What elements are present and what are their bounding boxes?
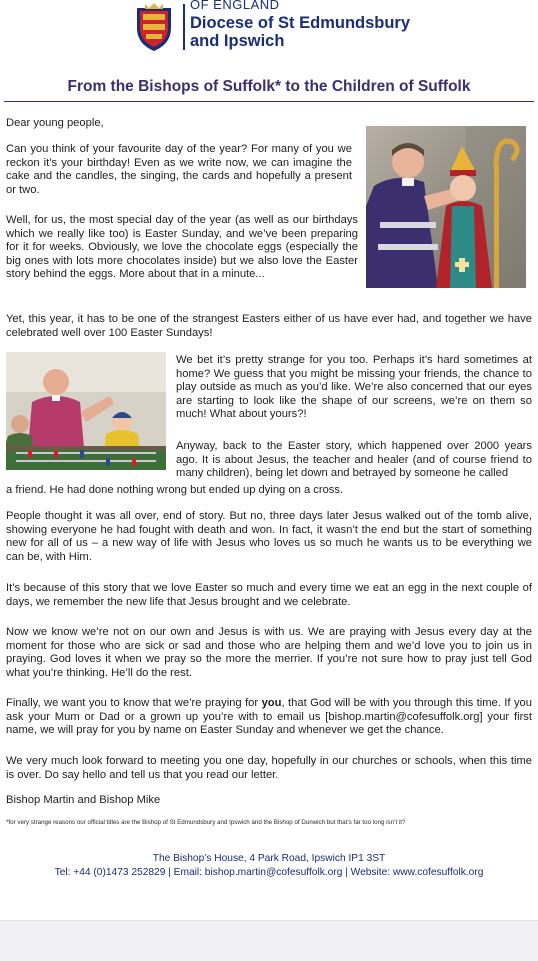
bishop-with-children-at-football-table-photo bbox=[6, 352, 166, 470]
footer-contact: Tel: +44 (0)1473 252829 | Email: bishop.martin@cofesuffolk.org | Website: www.cofesuffolk.org bbox=[54, 867, 484, 878]
logo-divider bbox=[183, 4, 185, 50]
letter-paragraph-5-wrapped: Anyway, back to the Easter story, which happened over 2000 years ago. It is about Jesus, the teacher and healer (and of course friend to many children), being let down and betrayed by someone he called bbox=[176, 440, 532, 480]
headline-rule bbox=[4, 101, 534, 102]
letter-signature: Bishop Martin and Bishop Mike bbox=[6, 794, 161, 806]
letter-paragraph-2: Well, for us, the most special day of the year (as well as our birthdays which we really like too) is Easter Sunday, and we’ve been preparing for it for weeks. Obviously, we love the chocolate eggs (especially the big ones with lots more chocolates inside) but we also love the Easter story behind the eggs. More about that in a minute... bbox=[6, 214, 358, 281]
letter-paragraph-7: It’s because of this story that we love Easter so much and every time we eat an egg in the next couple of days, we remember the new life that Jesus brought and we celebrate. bbox=[6, 582, 532, 608]
letter-paragraph-8: Now we know we’re not on our own and Jesus is with us. We are praying with Jesus every day at the moment for those who are sick or sad and those who are helping them and we’d love you to join us in praying. God loves it when we pray so the more the merrier. If you’re not sure how to pray just tell God what you’re thinking. He’ll do the rest. bbox=[6, 626, 532, 679]
letter-paragraph-4: We bet it’s pretty strange for you too. Perhaps it’s hard sometimes at home? We guess that you might be missing your friends, the chance to play outside as much as you’d like. We’re also concerned that our eyes are starting to look like the shape of our screens, we’re on them so much! What about yours?! bbox=[176, 354, 532, 421]
letter-headline: From the Bishops of Suffolk* to the Children of Suffolk bbox=[67, 78, 471, 95]
letter-paragraph-1: Can you think of your favourite day of the year? For many of you we reckon it’s your birthday! Even as we write now, we can imagine the cake and the candles, the singing, the cards and hopefully a present or two. bbox=[6, 143, 352, 196]
letter-footnote: *for very strange reasons our official titles are the Bishop of St Edmundsbury and Ipswich and the Bishop of Dunwich but that’s far too long isn’t it? bbox=[6, 819, 406, 826]
viewer-bottom-bar bbox=[0, 920, 538, 961]
paragraph-9-start: Finally, we want you to know that we’re praying for bbox=[6, 697, 262, 709]
logo-line-2: and Ipswich bbox=[190, 32, 285, 50]
diocese-crest-icon bbox=[133, 2, 175, 52]
letter-paragraph-6: People thought it was all over, end of story. But no, three days later Jesus walked out of the tomb alive, showing everyone he had fought with death and won. In fact, it wasn’t the end but the start of something new for all of us – a new way of life with Jesus who loves us so much he wants us to be everything we can be, with Him. bbox=[6, 510, 532, 563]
logo-top-line: OF ENGLAND bbox=[190, 0, 280, 12]
letter-salutation: Dear young people, bbox=[6, 117, 104, 129]
paragraph-9-emphasis: you bbox=[261, 697, 282, 709]
letter-paragraph-9 bbox=[6, 697, 532, 738]
paragraph-9-end: , that God will be with you through this time. If you ask your Mum or Dad or a grown up you’re with to email us [bishop.martin@cofesuffolk.org] your first name, we will pray for you by name on Easter Sunday and whenever we get the chance. bbox=[6, 697, 532, 737]
letter-paragraph-5-end: a friend. He had done nothing wrong but ended up dying on a cross. bbox=[6, 484, 344, 496]
footer-address: The Bishop’s House, 4 Park Road, Ipswich IP1 3ST bbox=[152, 853, 386, 864]
letter-paragraph-3: Yet, this year, it has to be one of the strangest Easters either of us have ever had, and together we have celebrated well over 100 Easter Sundays! bbox=[6, 313, 532, 339]
logo-line-1: Diocese of St Edmundsbury bbox=[190, 14, 411, 32]
bishop-with-child-in-mitre-photo bbox=[366, 126, 526, 288]
letter-paragraph-10: We very much look forward to meeting you one day, hopefully in our churches or schools, when this time is over. Do say hello and tell us that you read our letter. bbox=[6, 755, 532, 781]
